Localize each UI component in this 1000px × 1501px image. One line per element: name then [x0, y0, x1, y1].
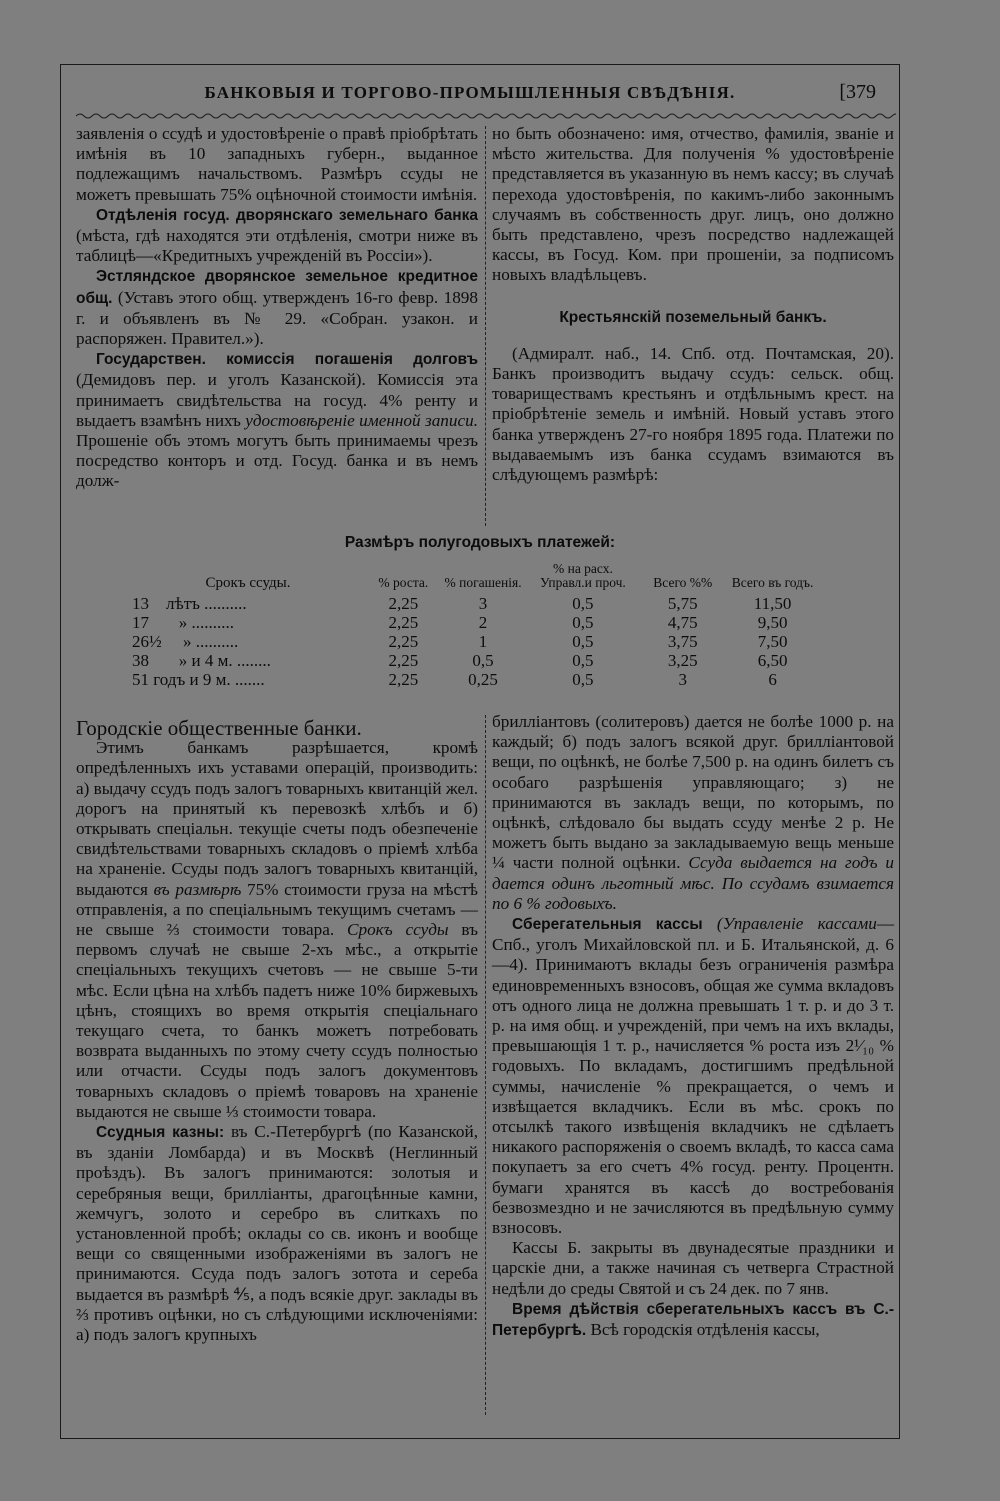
- table-cell: 17 » ..........: [132, 613, 234, 632]
- italic-text: Ссуда выдается на годъ и дается одинъ льготный мѣс. По ссудамъ взимается по 6 % годовыхъ.: [492, 853, 894, 913]
- column-header: Срокъ ссуды.: [205, 575, 291, 591]
- table-cell: 2,25: [388, 651, 419, 670]
- table-row: [130, 632, 820, 651]
- table-row: [130, 594, 820, 613]
- right-column-top: [492, 124, 894, 485]
- paragraph: [76, 205, 478, 267]
- paragraph-text: —Спб., уголъ Михайловской пл. и Б. Итальянской, д. 6—4). Принимаютъ вклады безъ ограниченія размѣра единовременныхъ взносовъ, общая же сумма вкладовъ отъ одного лица не должна превышать 1 т. р. и до 3 т. р. на имя общ. и учрежденій, при чемъ на ихъ вклады, превышающія 1 т. р., начисляется % роста изъ 2¹⁄₁₀ % годовыхъ. По вкладамъ, достигшимъ предѣльной суммы, начисленіе % прекращается, о чемъ и извѣщается вкладчикъ. Если въ мѣс. срокъ по отсылкѣ такого извѣщенія вкладчикъ не сдѣлаетъ никакого распоряженія о своемъ вкладѣ, то касса сама покупаетъ за его счетъ 4% госуд. ренту. Процентн. бумаги хранятся въ кассѣ до востребованія безвозмездно и не зачисляются въ предѣльную сумму взносовъ.: [492, 914, 894, 1238]
- column-separator-top: [485, 126, 486, 526]
- table-row: [130, 613, 820, 632]
- italic-text: въ размѣрѣ: [153, 879, 242, 899]
- table-cell: 0,25: [468, 670, 498, 689]
- paragraph: [492, 914, 894, 1238]
- table-cell: 0,5: [572, 594, 594, 613]
- table-cell: 13 лѣтъ ..........: [132, 594, 247, 613]
- table-row: [130, 670, 820, 689]
- table-cell: 1: [478, 632, 488, 651]
- table-title: Размѣръ полугодовыхъ платежей:: [344, 534, 616, 551]
- left-column-bottom: [76, 718, 478, 1345]
- paragraph-text: (Уставъ этого общ. утвержденъ 16-го февр. 1898 г. и объявленъ въ № 29. «Собран. узакон. и распоряжен. Правител.»).: [76, 287, 478, 349]
- bold-lead: Сберегательныя кассы: [512, 916, 703, 934]
- table-cell: 51 годъ и 9 м. .......: [132, 670, 265, 689]
- table-cell: 38 » и 4 м. ........: [132, 651, 271, 670]
- table-cell: 2,25: [388, 594, 419, 613]
- paragraph-text: въ первомъ случаѣ не свыше 2-хъ мѣс., а открытіе спеціальныхъ текущихъ счетовъ — не свыше 5-ти мѣс. Если цѣна на хлѣбъ падетъ ниже 10% биржевыхъ цѣнъ, стоящихъ во время открытія спеціальнаго текущаго счета, то банкъ можетъ потребовать возврата выданныхъ по этому счету ссудъ полностью или отчасти. Ссуды подъ залогъ документовъ товарныхъ складовъ о пріемѣ товаровъ на храненіе выдаются не свыше ⅓ стоимости товара.: [76, 920, 478, 1121]
- bold-lead: Государствен. комиссія погашенія долговъ: [96, 351, 478, 369]
- paragraph: (Адмиралт. наб., 14. Спб. отд. Почтамская, 20). Банкъ производитъ выдачу ссудъ: сельск. общ. товариществамъ крестьянъ и отдѣльнымъ крест. на пріобрѣтеніе земель и имѣній. Новый уставъ этого банка утвержденъ 27-го ноября 1895 года. Платежи по выдаваемымъ изъ банка ссудамъ взимаются въ слѣдующемъ размѣрѣ:: [492, 343, 894, 485]
- table-cell: 26½ » ..........: [132, 632, 239, 651]
- paragraph: [492, 712, 894, 914]
- header-title: БАНКОВЫЯ И ТОРГОВО-ПРОМЫШЛЕННЫЯ СВѢДѢНІЯ.: [204, 83, 736, 102]
- table-cell: 2,25: [388, 670, 419, 689]
- paragraph-text: въ С.-Петербургѣ (по Казанской, въ зданіи Ломбарда) и въ Москвѣ (Неглинный проѣздъ). Въ залогъ принимаются: золотыя и серебряныя вещи, брилліанты, драгоцѣнные камни, жемчугъ, золото и серебро въ слиткахъ по установленной пробѣ; оклады со св. иконъ и вообще вещи со священными изображеніями въ залогъ не принимаются. Ссуда подъ залогъ зотота и сереба выдается въ размѣрѣ ⅘, а подъ всякіе друг. заклады въ ⅔ противъ оцѣнки, но съ слѣдующими исключеніями: а) подъ залогъ крупныхъ: [76, 1122, 478, 1345]
- running-header: [60, 83, 900, 107]
- table-cell: 2,25: [388, 613, 419, 632]
- table-cell: 2,25: [388, 632, 419, 651]
- payments-table: [130, 562, 820, 689]
- table-cell: 0,5: [572, 632, 594, 651]
- bold-lead: Время дѣйствія сберегательныхъ кассъ въ С.-Петербургѣ.: [492, 1300, 894, 1340]
- column-header: Всего %%: [653, 575, 713, 590]
- table-cell: 3,25: [667, 651, 698, 670]
- paragraph: [492, 1299, 894, 1341]
- table-cell: 11,50: [753, 594, 792, 613]
- paragraph: но быть обозначено: имя, отчество, фамилія, званіе и мѣсто жительства. Для полученія % удостовѣреніе представляется въ указанную въ немъ кассу; въ случаѣ перехода удостовѣренія, по какимъ-либо законнымъ случаямъ въ собственность друг. лицъ, оно должно быть представлено, чрезъ посредство надлежащей кассы, въ Госуд. Ком. при прошеніи, за подписомъ новыхъ владѣльцевъ.: [492, 124, 894, 285]
- right-column-bottom: [492, 712, 894, 1341]
- table-cell: 0,5: [572, 613, 594, 632]
- bold-lead: Эстляндское дворянское земельное кредитное общ.: [76, 268, 478, 307]
- paragraph: заявленія о ссудѣ и удостовѣреніе о правѣ пріобрѣтать имѣнія въ 10 западныхъ губерн., выданное подлежащимъ начальствомъ. Размѣръ ссуды не можетъ превышать 75% оцѣночной стоимости имѣнія.: [76, 124, 478, 204]
- paragraph-text: Всѣ городскія отдѣленія кассы,: [586, 1320, 820, 1340]
- paragraph: Кассы Б. закрыты въ двунадесятые праздники и царскіе дни, а также начиная съ четверга Страстной недѣли до среды Святой и съ 24 дек. по 7 янв.: [492, 1238, 894, 1298]
- paragraph-text: (мѣста, гдѣ находятся эти отдѣленія, смотри ниже въ таблицѣ—«Кредитныхъ учрежденій въ Россіи»).: [76, 226, 478, 266]
- paragraph-text: Этимъ банкамъ разрѣшается, кромѣ опредѣленныхъ ихъ уставами операцій, производить: а) выдачу ссудъ подъ залогъ товарныхъ квитанцій жел. дорогъ на принятый къ перевозкѣ хлѣбъ и б) открывать спеціальн. текущіе счеты подъ обезпеченіе свидѣтельствами товарныхъ складовъ о пріемѣ хлѣба на храненіе. Ссуды подъ залогъ товарныхъ квитанцій, выдаются: [76, 738, 478, 899]
- table-cell: 2: [478, 613, 488, 632]
- paragraph-text: 75% стоимости груза на мѣстѣ отправленія, а по спеціальнымъ текущимъ счетамъ — не свыше ⅔ стоимости товара.: [76, 879, 478, 940]
- column-header: % роста.: [378, 575, 429, 590]
- bold-lead: Отдѣленія госуд. дворянскаго земельнаго банка: [96, 206, 478, 224]
- table-cell: 0,5: [472, 651, 494, 670]
- paragraph: [76, 266, 478, 349]
- table-cell: 9,50: [757, 613, 788, 632]
- paragraph: [76, 738, 478, 1122]
- table-cell: 0,5: [572, 651, 594, 670]
- paragraph-text: (Демидовъ пер. и уголъ Казанской). Комиссія эта принимаетъ свидѣтельства на госуд. 4% ренту и выдаетъ взамѣнъ нихъ: [76, 370, 478, 430]
- column-header: Всего въ годъ.: [731, 575, 814, 590]
- table-row: [130, 651, 820, 670]
- paragraph-text: Прошеніе объ этомъ могутъ быть принимаемы чрезъ посредство конторъ и отд. Госуд. банка и въ немъ долж-: [76, 431, 478, 491]
- section-heading: Крестьянскій поземельный банкъ.: [559, 308, 827, 326]
- page-number: [379: [839, 81, 876, 103]
- table-header-row: [130, 562, 820, 594]
- table-cell: 3: [678, 670, 688, 689]
- wavy-rule-top: [76, 112, 896, 120]
- table-cell: 4,75: [667, 613, 698, 632]
- table-cell: 5,75: [667, 594, 698, 613]
- italic-text: Срокъ ссуды: [347, 920, 449, 940]
- paragraph: [76, 349, 478, 491]
- bold-lead: Ссудныя казны:: [96, 1124, 225, 1142]
- table-cell: 3,75: [667, 632, 698, 651]
- column-header: % погашенія.: [444, 575, 522, 590]
- italic-text: (Управленіе кассами: [702, 914, 877, 934]
- table-cell: 3: [478, 594, 488, 613]
- section-heading: Городскіе общественные банки.: [76, 716, 362, 740]
- table-cell: 6: [768, 670, 777, 689]
- table-cell: 0,5: [572, 670, 594, 689]
- column-separator-bottom: [485, 715, 486, 1415]
- italic-text: удостовѣреніе именной записи.: [245, 410, 478, 430]
- paragraph-text: брилліантовъ (солитеровъ) дается не болѣе 1000 р. на каждый; б) подъ залогъ всякой друг. брилліантовой вещи, по оцѣнкѣ, не болѣе 7,500 р. на одинъ билетъ съ особаго разрѣшенія управляющаго; з) не принимаются въ закладъ вещи, по которымъ, по оцѣнкѣ, слѣдовало бы выдать ссуду менѣе 2 р. Не можетъ быть выдано за закладываемую вещь меньше ¼ части полной оцѣнки.: [492, 712, 894, 873]
- table-cell: 6,50: [757, 651, 788, 670]
- paragraph: [76, 1122, 478, 1345]
- table-cell: 7,50: [757, 632, 788, 651]
- column-header: % на расх. Управл.и проч.: [540, 561, 626, 590]
- left-column-top: [76, 124, 478, 492]
